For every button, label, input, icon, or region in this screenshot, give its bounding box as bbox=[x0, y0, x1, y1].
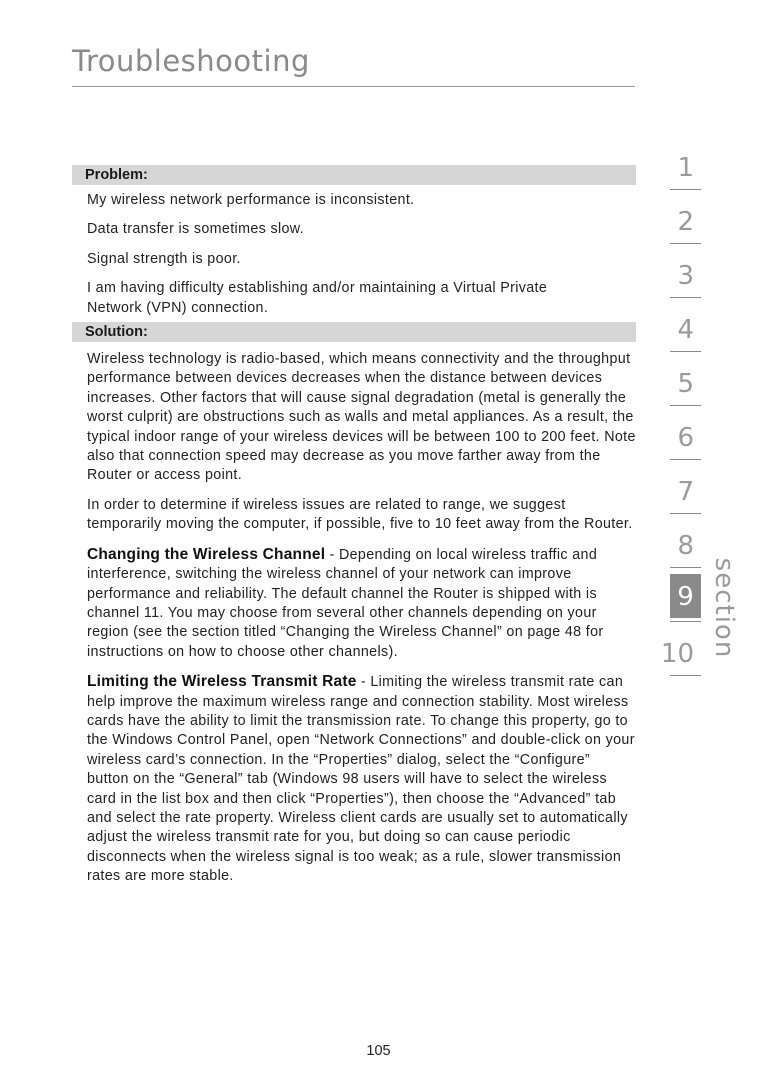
problem-heading: Problem: bbox=[72, 165, 636, 185]
section-number: 10 bbox=[660, 639, 694, 669]
section-number: 7 bbox=[677, 477, 694, 507]
section-number: 3 bbox=[677, 261, 694, 291]
problem-item: My wireless network performance is inconsistent. bbox=[87, 192, 415, 208]
section-tab-3[interactable] bbox=[670, 244, 701, 298]
section-tab-8[interactable] bbox=[670, 514, 701, 568]
section-number: 6 bbox=[677, 423, 694, 453]
page-title: Troubleshooting bbox=[72, 44, 310, 78]
section-tab-9-active[interactable] bbox=[670, 568, 701, 622]
section-tab-7[interactable] bbox=[670, 460, 701, 514]
solution-paragraph: In order to determine if wireless issues are related to range, we suggest temporarily moving the computer, if possible, five to 10 feet away from the Router. bbox=[87, 496, 633, 533]
section-tab-10[interactable] bbox=[660, 622, 701, 676]
section-tab-5[interactable] bbox=[670, 352, 701, 406]
section-tab-4[interactable] bbox=[670, 298, 701, 352]
problem-item: I am having difficulty establishing and/or maintaining a Virtual Private Network (VPN) connection. bbox=[87, 280, 548, 316]
problem-item: Data transfer is sometimes slow. bbox=[87, 221, 304, 238]
channel-lead: Changing the Wireless Channel bbox=[87, 545, 326, 563]
main-content bbox=[72, 165, 636, 887]
page-number: 105 bbox=[366, 1043, 391, 1059]
section-tab-2[interactable] bbox=[670, 190, 701, 244]
rate-paragraph bbox=[72, 672, 636, 886]
solution-heading: Solution: bbox=[72, 322, 636, 342]
channel-text: - Depending on local wireless traffic and interference, switching the wireless channel of your network can improve performance and reliability. The default channel the Router is shipped with is channel 11. You may choose from several other channels depending on your region (see the section titled “Changing the Wireless Channel” on page 48 for instructions on how to choose other channels). bbox=[87, 546, 604, 660]
solution-paragraph: Wireless technology is radio-based, which means connectivity and the throughput performance between devices decreases when the distance between devices increases. Other factors that will cause signal degradation (metal is generally the worst culprit) are obstructions such as walls and metal appliances. As a result, the typical indoor range of your wireless devices will be between 100 to 200 feet. Note also that connection speed may decrease as you move farther away from the Router or access point. bbox=[87, 351, 636, 484]
section-tab-6[interactable] bbox=[670, 406, 701, 460]
section-number: 4 bbox=[677, 315, 694, 345]
section-number: 1 bbox=[677, 153, 694, 183]
problem-item: Signal strength is poor. bbox=[87, 250, 241, 267]
section-nav bbox=[660, 136, 701, 676]
section-tab-1[interactable] bbox=[670, 136, 701, 190]
section-label-text: section bbox=[709, 557, 739, 659]
title-divider bbox=[72, 86, 635, 87]
channel-paragraph bbox=[72, 545, 636, 662]
section-number: 9 bbox=[670, 574, 701, 618]
section-number: 2 bbox=[677, 207, 694, 237]
section-number: 5 bbox=[677, 369, 694, 399]
section-number: 8 bbox=[677, 531, 694, 561]
rate-text: - Limiting the wireless transmit rate can help improve the maximum wireless range and connection stability. Most wireless cards have the ability to limit the transmission rate. To change this property, go to the Windows Control Panel, open “Network Connections” and double-click on your wireless card’s connection. In the “Properties” dialog, select the “Configure” button on the “General” tab (Windows 98 users will have to select the wireless card in the list box and then click “Properties”), then choose the “Advanced” tab and select the rate property. Wireless client cards are usually set to automatically adjust the wireless transmit rate for you, but doing so can cause periodic disconnects when the wireless signal is too weak; as a rule, slower transmission rates are more stable. bbox=[87, 674, 635, 885]
rate-lead: Limiting the Wireless Transmit Rate bbox=[87, 673, 357, 691]
section-label bbox=[704, 557, 744, 659]
